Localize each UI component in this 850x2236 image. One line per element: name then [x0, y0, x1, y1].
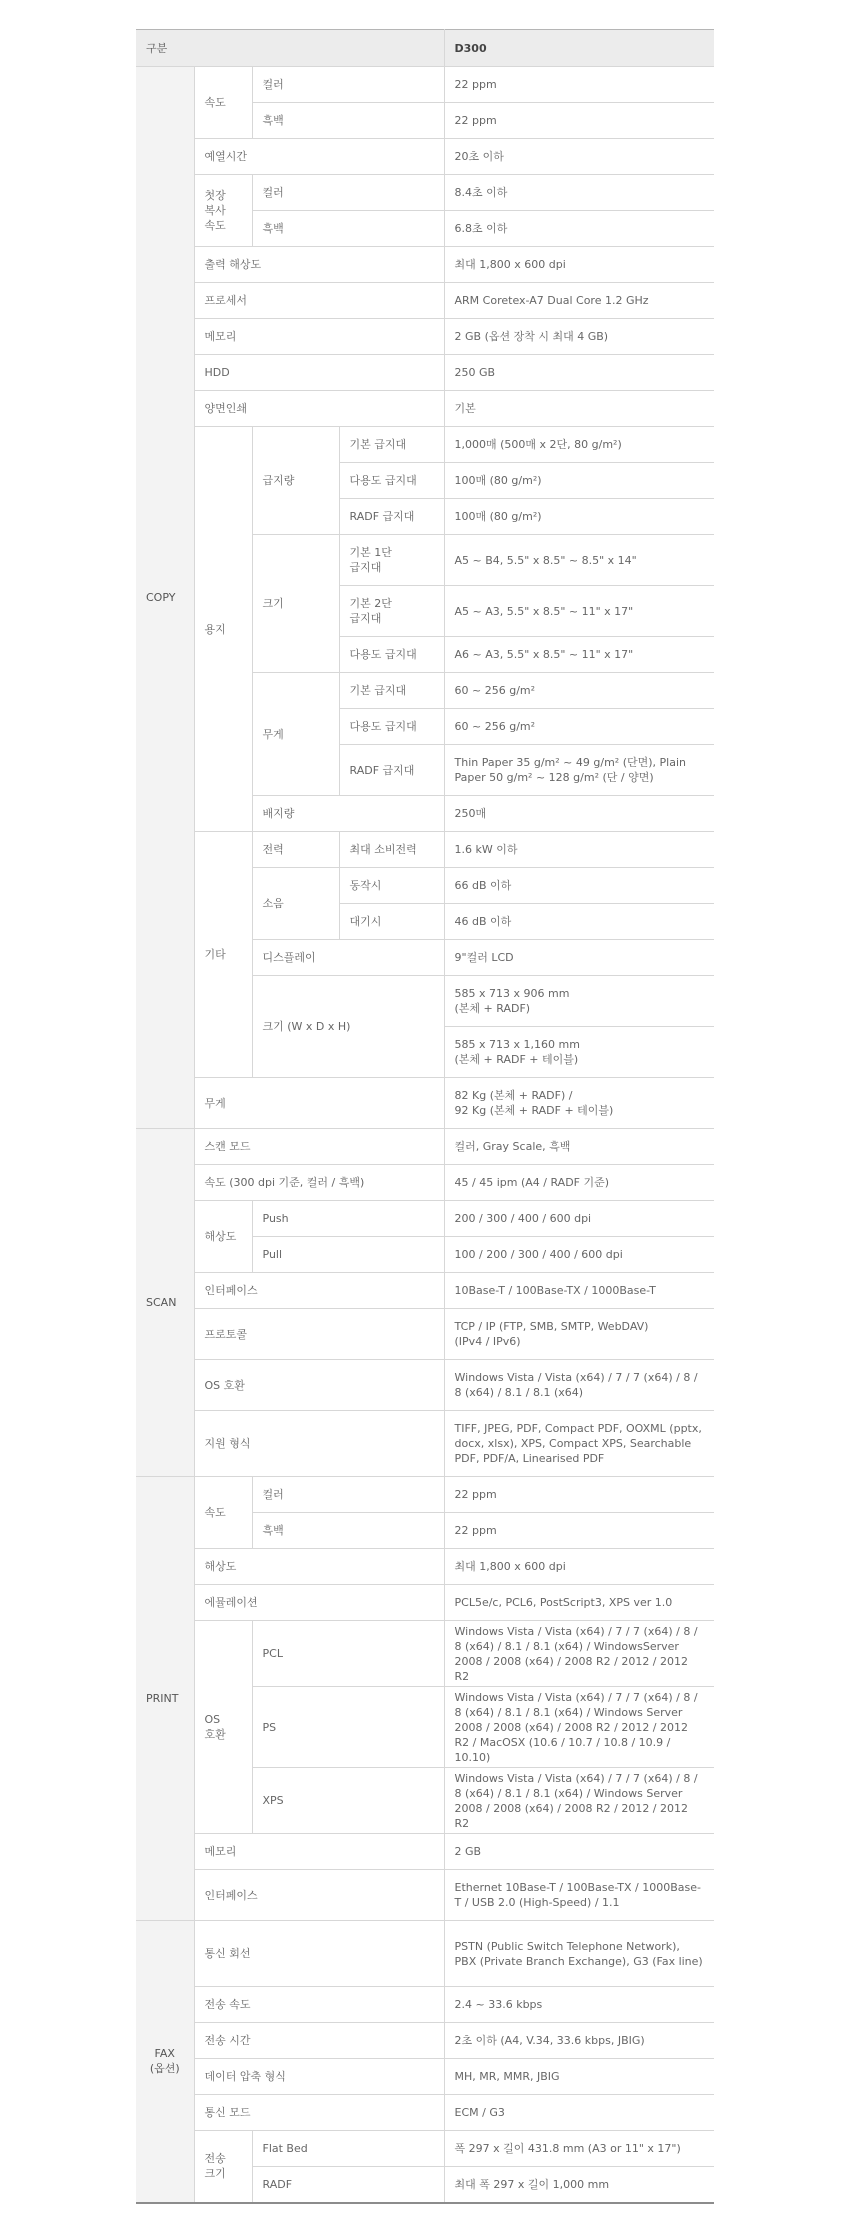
fax-line-value: PSTN (Public Switch Telephone Network), PBX (Private Branch Exchange), G3 (Fax line) — [444, 1921, 714, 1987]
scan-mode-value: 컬러, Gray Scale, 흑백 — [444, 1129, 714, 1165]
fax-compression-value: MH, MR, MMR, JBIG — [444, 2059, 714, 2095]
table-row — [136, 1309, 714, 1360]
table-row — [136, 1870, 714, 1921]
scan-resolution-push-label: Push — [252, 1201, 444, 1237]
spec-table — [136, 29, 714, 2204]
copy-etc-noise-op-value: 66 dB 이하 — [444, 868, 714, 904]
table-row — [136, 391, 714, 427]
table-row — [136, 1549, 714, 1585]
copy-paper-capacity-radf-label: RADF 급지대 — [339, 499, 444, 535]
scan-resolution-pull-value: 100 / 200 / 300 / 400 / 600 dpi — [444, 1237, 714, 1273]
copy-speed-label: 속도 — [194, 67, 252, 139]
fax-time-label: 전송 시간 — [194, 2023, 444, 2059]
scan-os-value: Windows Vista / Vista (x64) / 7 / 7 (x64) / 8 / 8 (x64) / 8.1 / 8.1 (x64) — [444, 1360, 714, 1411]
copy-paper-weight-std-label: 기본 급지대 — [339, 673, 444, 709]
scan-os-label: OS 호환 — [194, 1360, 444, 1411]
print-interface-label: 인터페이스 — [194, 1870, 444, 1921]
copy-paper-capacity-bypass-value: 100매 (80 g/m²) — [444, 463, 714, 499]
copy-etc-noise-label: 소음 — [252, 868, 339, 940]
table-row — [136, 1621, 714, 1687]
copy-paper-capacity-std-value: 1,000매 (500매 x 2단, 80 g/m²) — [444, 427, 714, 463]
scan-speed-label: 속도 (300 dpi 기준, 컬러 / 흑백) — [194, 1165, 444, 1201]
fax-line-label: 통신 회선 — [194, 1921, 444, 1987]
header-category-label: 구분 — [136, 30, 444, 67]
table-row — [136, 1201, 714, 1237]
print-speed-mono-label: 흑백 — [252, 1513, 444, 1549]
copy-first-copy-color-label: 컬러 — [252, 175, 444, 211]
scan-speed-value: 45 / 45 ipm (A4 / RADF 기준) — [444, 1165, 714, 1201]
table-row — [136, 1360, 714, 1411]
scan-resolution-push-value: 200 / 300 / 400 / 600 dpi — [444, 1201, 714, 1237]
scan-protocol-label: 프로토콜 — [194, 1309, 444, 1360]
table-row — [136, 1411, 714, 1477]
fax-size-radf-label: RADF — [252, 2167, 444, 2203]
copy-etc-dimension-value-1: 585 x 713 x 906 mm (본체 + RADF) — [444, 976, 714, 1027]
scan-interface-value: 10Base-T / 100Base-TX / 1000Base-T — [444, 1273, 714, 1309]
table-row — [136, 67, 714, 103]
copy-paper-capacity-radf-value: 100매 (80 g/m²) — [444, 499, 714, 535]
scan-resolution-label: 해상도 — [194, 1201, 252, 1273]
copy-first-copy-mono-value: 6.8초 이하 — [444, 211, 714, 247]
table-header-row — [136, 30, 714, 67]
copy-etc-display-label: 디스플레이 — [252, 940, 444, 976]
scan-interface-label: 인터페이스 — [194, 1273, 444, 1309]
copy-etc-display-value: 9"컬러 LCD — [444, 940, 714, 976]
copy-paper-size-tray2-value: A5 ~ A3, 5.5" x 8.5" ~ 11" x 17" — [444, 586, 714, 637]
print-os-label: OS 호환 — [194, 1621, 252, 1834]
copy-paper-weight-label: 무게 — [252, 673, 339, 796]
copy-paper-label: 용지 — [194, 427, 252, 832]
copy-etc-power-max-label: 최대 소비전력 — [339, 832, 444, 868]
scan-mode-label: 스캔 모드 — [194, 1129, 444, 1165]
print-speed-color-label: 컬러 — [252, 1477, 444, 1513]
copy-etc-power-max-value: 1.6 kW 이하 — [444, 832, 714, 868]
copy-resolution-label: 출력 해상도 — [194, 247, 444, 283]
scan-protocol-value: TCP / IP (FTP, SMB, SMTP, WebDAV) (IPv4 / IPv6) — [444, 1309, 714, 1360]
copy-paper-size-bypass-label: 다용도 급지대 — [339, 637, 444, 673]
print-os-pcl-label: PCL — [252, 1621, 444, 1687]
copy-etc-noise-op-label: 동작시 — [339, 868, 444, 904]
print-emulation-value: PCL5e/c, PCL6, PostScript3, XPS ver 1.0 — [444, 1585, 714, 1621]
copy-paper-weight-bypass-label: 다용도 급지대 — [339, 709, 444, 745]
header-model-name: D300 — [444, 30, 714, 67]
table-row — [136, 1078, 714, 1129]
copy-first-copy-label: 첫장 복사 속도 — [194, 175, 252, 247]
copy-paper-weight-bypass-value: 60 ~ 256 g/m² — [444, 709, 714, 745]
copy-hdd-value: 250 GB — [444, 355, 714, 391]
table-row — [136, 427, 714, 463]
copy-first-copy-mono-label: 흑백 — [252, 211, 444, 247]
table-row — [136, 247, 714, 283]
copy-paper-capacity-std-label: 기본 급지대 — [339, 427, 444, 463]
copy-etc-dimension-label: 크기 (W x D x H) — [252, 976, 444, 1078]
copy-paper-weight-radf-value: Thin Paper 35 g/m² ~ 49 g/m² (단면), Plain Paper 50 g/m² ~ 128 g/m² (단 / 양면) — [444, 745, 714, 796]
print-resolution-value: 최대 1,800 x 600 dpi — [444, 1549, 714, 1585]
section-scan-label: SCAN — [136, 1129, 194, 1477]
table-row — [136, 355, 714, 391]
section-print-label: PRINT — [136, 1477, 194, 1921]
table-row — [136, 1273, 714, 1309]
copy-speed-color-label: 컬러 — [252, 67, 444, 103]
copy-paper-capacity-bypass-label: 다용도 급지대 — [339, 463, 444, 499]
section-fax-label: FAX (옵션) — [136, 1921, 194, 2203]
print-os-xps-label: XPS — [252, 1768, 444, 1834]
print-speed-label: 속도 — [194, 1477, 252, 1549]
copy-duplex-value: 기본 — [444, 391, 714, 427]
copy-paper-output-label: 배지량 — [252, 796, 444, 832]
copy-etc-dimension-value-2: 585 x 713 x 1,160 mm (본체 + RADF + 테이블) — [444, 1027, 714, 1078]
fax-size-radf-value: 최대 폭 297 x 길이 1,000 mm — [444, 2167, 714, 2203]
copy-paper-size-tray2-label: 기본 2단 급지대 — [339, 586, 444, 637]
copy-speed-mono-label: 흑백 — [252, 103, 444, 139]
fax-size-label: 전송 크기 — [194, 2131, 252, 2203]
copy-paper-capacity-label: 급지량 — [252, 427, 339, 535]
table-row — [136, 1129, 714, 1165]
table-row — [136, 2131, 714, 2167]
copy-first-copy-color-value: 8.4초 이하 — [444, 175, 714, 211]
fax-size-flatbed-label: Flat Bed — [252, 2131, 444, 2167]
print-memory-value: 2 GB — [444, 1834, 714, 1870]
table-row — [136, 1585, 714, 1621]
copy-weight-value: 82 Kg (본체 + RADF) / 92 Kg (본체 + RADF + 테이블) — [444, 1078, 714, 1129]
fax-speed-value: 2.4 ~ 33.6 kbps — [444, 1987, 714, 2023]
table-row — [136, 2059, 714, 2095]
copy-etc-noise-idle-label: 대기시 — [339, 904, 444, 940]
copy-hdd-label: HDD — [194, 355, 444, 391]
print-memory-label: 메모리 — [194, 1834, 444, 1870]
table-row — [136, 1987, 714, 2023]
print-os-ps-value: Windows Vista / Vista (x64) / 7 / 7 (x64) / 8 / 8 (x64) / 8.1 / 8.1 (x64) / Windows Server 2008 / 2008 (x64) / 2008 R2 / 2012 / 2012 R2 / MacOSX (10.6 / 10.7 / 10.8 / 10.9 / 10.10) — [444, 1687, 714, 1768]
print-speed-mono-value: 22 ppm — [444, 1513, 714, 1549]
table-row — [136, 1477, 714, 1513]
table-row — [136, 283, 714, 319]
table-row — [136, 1165, 714, 1201]
print-os-ps-label: PS — [252, 1687, 444, 1768]
copy-warmup-value: 20초 이하 — [444, 139, 714, 175]
table-row — [136, 2095, 714, 2131]
copy-etc-noise-idle-value: 46 dB 이하 — [444, 904, 714, 940]
copy-paper-output-value: 250매 — [444, 796, 714, 832]
copy-paper-size-bypass-value: A6 ~ A3, 5.5" x 8.5" ~ 11" x 17" — [444, 637, 714, 673]
table-row — [136, 139, 714, 175]
copy-processor-value: ARM Coretex-A7 Dual Core 1.2 GHz — [444, 283, 714, 319]
fax-mode-value: ECM / G3 — [444, 2095, 714, 2131]
scan-resolution-pull-label: Pull — [252, 1237, 444, 1273]
scan-format-value: TIFF, JPEG, PDF, Compact PDF, OOXML (pptx, docx, xlsx), XPS, Compact XPS, Searchable PDF, PDF/A, Linearised PDF — [444, 1411, 714, 1477]
copy-paper-weight-radf-label: RADF 급지대 — [339, 745, 444, 796]
print-interface-value: Ethernet 10Base-T / 100Base-TX / 1000Base-T / USB 2.0 (High-Speed) / 1.1 — [444, 1870, 714, 1921]
copy-warmup-label: 예열시간 — [194, 139, 444, 175]
copy-etc-power-label: 전력 — [252, 832, 339, 868]
table-row — [136, 832, 714, 868]
copy-paper-size-tray1-value: A5 ~ B4, 5.5" x 8.5" ~ 8.5" x 14" — [444, 535, 714, 586]
print-os-pcl-value: Windows Vista / Vista (x64) / 7 / 7 (x64) / 8 / 8 (x64) / 8.1 / 8.1 (x64) / WindowsServer 2008 / 2008 (x64) / 2008 R2 / 2012 / 2012 R2 — [444, 1621, 714, 1687]
copy-paper-size-label: 크기 — [252, 535, 339, 673]
copy-paper-size-tray1-label: 기본 1단 급지대 — [339, 535, 444, 586]
print-os-xps-value: Windows Vista / Vista (x64) / 7 / 7 (x64) / 8 / 8 (x64) / 8.1 / 8.1 (x64) / Windows Server 2008 / 2008 (x64) / 2008 R2 / 2012 / 2012 R2 — [444, 1768, 714, 1834]
copy-processor-label: 프로세서 — [194, 283, 444, 319]
table-row — [136, 175, 714, 211]
table-row — [136, 319, 714, 355]
section-copy-label: COPY — [136, 67, 194, 1129]
copy-duplex-label: 양면인쇄 — [194, 391, 444, 427]
copy-speed-color-value: 22 ppm — [444, 67, 714, 103]
print-resolution-label: 해상도 — [194, 1549, 444, 1585]
table-row — [136, 1834, 714, 1870]
fax-time-value: 2초 이하 (A4, V.34, 33.6 kbps, JBIG) — [444, 2023, 714, 2059]
copy-resolution-value: 최대 1,800 x 600 dpi — [444, 247, 714, 283]
copy-etc-label: 기타 — [194, 832, 252, 1078]
table-row — [136, 1921, 714, 1987]
fax-mode-label: 통신 모드 — [194, 2095, 444, 2131]
print-emulation-label: 에뮬레이션 — [194, 1585, 444, 1621]
table-row — [136, 2023, 714, 2059]
copy-paper-weight-std-value: 60 ~ 256 g/m² — [444, 673, 714, 709]
fax-compression-label: 데이터 압축 형식 — [194, 2059, 444, 2095]
fax-speed-label: 전송 속도 — [194, 1987, 444, 2023]
scan-format-label: 지원 형식 — [194, 1411, 444, 1477]
copy-memory-label: 메모리 — [194, 319, 444, 355]
copy-weight-label: 무게 — [194, 1078, 444, 1129]
fax-size-flatbed-value: 폭 297 x 길이 431.8 mm (A3 or 11" x 17") — [444, 2131, 714, 2167]
copy-memory-value: 2 GB (옵션 장착 시 최대 4 GB) — [444, 319, 714, 355]
copy-speed-mono-value: 22 ppm — [444, 103, 714, 139]
print-speed-color-value: 22 ppm — [444, 1477, 714, 1513]
